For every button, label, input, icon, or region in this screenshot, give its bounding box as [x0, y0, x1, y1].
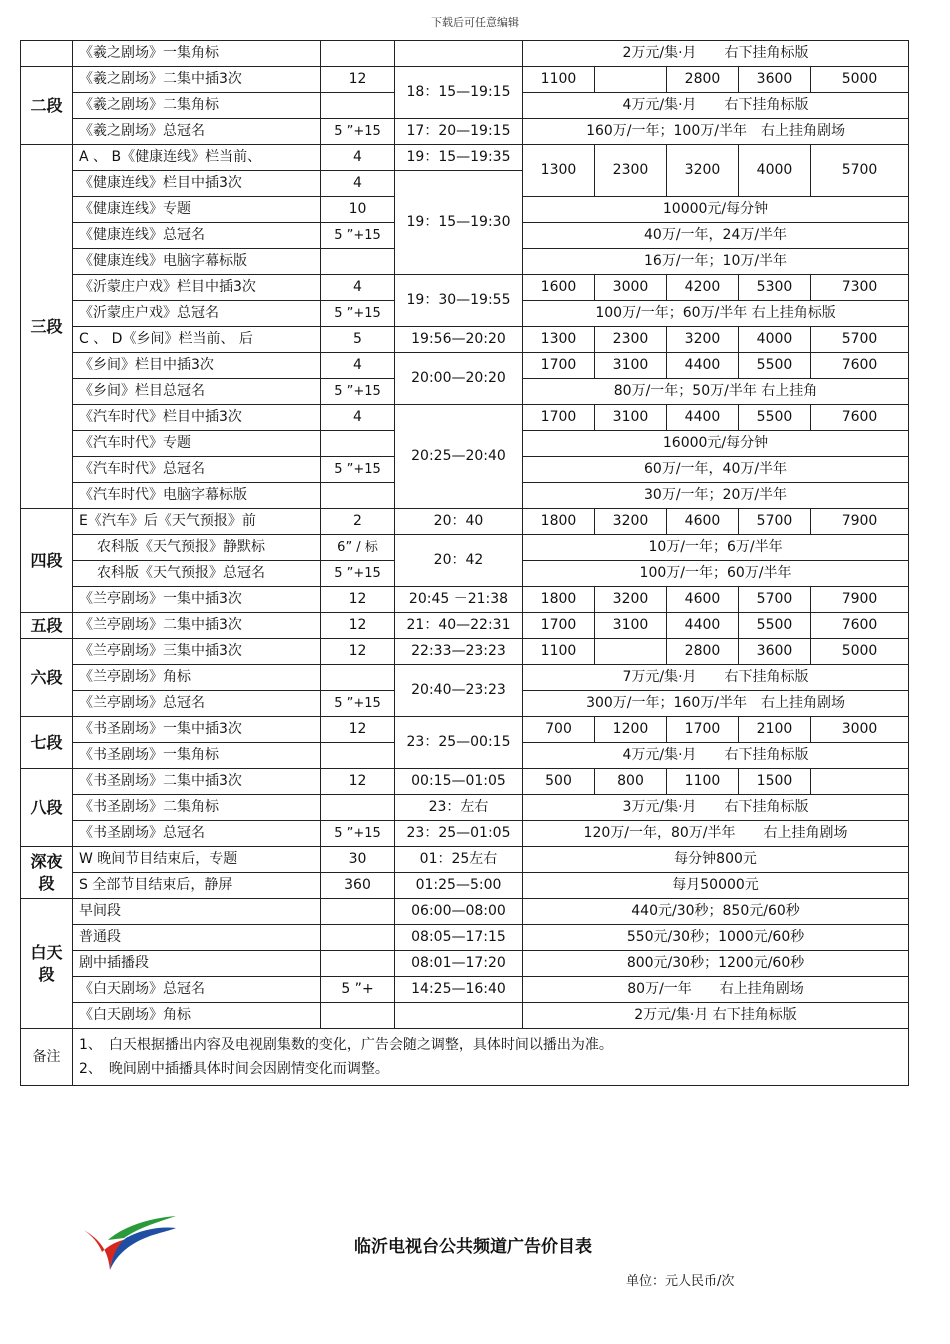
price-merged-cell: 10000元/每分钟 — [523, 197, 909, 223]
price-merged-cell: 550元/30秒；1000元/60秒 — [523, 925, 909, 951]
price-cell: 4400 — [667, 353, 739, 379]
price-cell: 5500 — [739, 613, 811, 639]
segment-cell: 三段 — [21, 145, 73, 509]
price-cell: 1100 — [667, 769, 739, 795]
program-cell: 《乡间》栏目中插3次 — [73, 353, 321, 379]
price-cell: 1700 — [523, 405, 595, 431]
time-cell: 23：25—01:05 — [395, 821, 523, 847]
price-cell: 1700 — [523, 613, 595, 639]
price-merged-cell: 80万/一年；50万/半年 右上挂角 — [523, 379, 909, 405]
program-cell: 《汽车时代》电脑字幕标版 — [73, 483, 321, 509]
price-merged-cell: 100万/一年；60万/半年 — [523, 561, 909, 587]
table-row — [21, 1003, 909, 1029]
table-row — [21, 41, 909, 67]
count-cell: 5 ”+15 — [321, 561, 395, 587]
price-cell — [595, 67, 667, 93]
count-cell: 4 — [321, 145, 395, 171]
table-row — [21, 613, 909, 639]
table-row — [21, 977, 909, 1003]
table-row — [21, 145, 909, 171]
price-cell: 2300 — [595, 327, 667, 353]
price-merged-cell: 4万元/集·月 右下挂角标版 — [523, 93, 909, 119]
count-cell: 5 ”+15 — [321, 379, 395, 405]
price-merged-cell: 120万/一年，80万/半年 右上挂角剧场 — [523, 821, 909, 847]
price-cell: 3200 — [667, 145, 739, 197]
price-merged-cell: 16000元/每分钟 — [523, 431, 909, 457]
program-cell: 《汽车时代》栏目中插3次 — [73, 405, 321, 431]
table-row — [21, 275, 909, 301]
table-row — [21, 509, 909, 535]
price-merged-cell: 3万元/集·月 右下挂角标版 — [523, 795, 909, 821]
time-cell — [395, 41, 523, 67]
count-cell: 2 — [321, 509, 395, 535]
price-cell: 1500 — [739, 769, 811, 795]
time-cell: 00:15—01:05 — [395, 769, 523, 795]
price-merged-cell: 800元/30秒；1200元/60秒 — [523, 951, 909, 977]
price-cell: 4600 — [667, 509, 739, 535]
program-cell: 《健康连线》总冠名 — [73, 223, 321, 249]
count-cell — [321, 795, 395, 821]
price-cell: 1800 — [523, 509, 595, 535]
price-cell: 4400 — [667, 613, 739, 639]
count-cell: 10 — [321, 197, 395, 223]
table-row — [21, 951, 909, 977]
price-cell: 3000 — [595, 275, 667, 301]
table-row — [21, 899, 909, 925]
segment-cell: 二段 — [21, 67, 73, 145]
program-cell: 《兰亭剧场》三集中插3次 — [73, 639, 321, 665]
price-cell: 3100 — [595, 405, 667, 431]
price-cell: 7600 — [811, 405, 909, 431]
program-cell: 《兰亭剧场》一集中插3次 — [73, 587, 321, 613]
table-row — [21, 119, 909, 145]
notes-content — [73, 1029, 909, 1086]
program-cell: 《书圣剧场》总冠名 — [73, 821, 321, 847]
count-cell: 5 ”+ — [321, 977, 395, 1003]
table-row — [21, 847, 909, 873]
count-cell: 30 — [321, 847, 395, 873]
program-cell: 《汽车时代》总冠名 — [73, 457, 321, 483]
time-cell: 18：15—19:15 — [395, 67, 523, 119]
price-merged-cell: 16万/一年；10万/半年 — [523, 249, 909, 275]
count-cell — [321, 951, 395, 977]
time-cell: 20：40 — [395, 509, 523, 535]
count-cell — [321, 431, 395, 457]
time-cell: 19：15—19:30 — [395, 171, 523, 275]
program-cell: 《书圣剧场》二集角标 — [73, 795, 321, 821]
segment-cell: 白天段 — [21, 899, 73, 1029]
price-merged-cell: 每月50000元 — [523, 873, 909, 899]
program-cell: 《羲之剧场》总冠名 — [73, 119, 321, 145]
time-cell: 08:01—17:20 — [395, 951, 523, 977]
segment-cell: 七段 — [21, 717, 73, 769]
price-merged-cell: 10万/一年；6万/半年 — [523, 535, 909, 561]
price-merged-cell: 160万/一年；100万/半年 右上挂角剧场 — [523, 119, 909, 145]
time-cell: 19:56—20:20 — [395, 327, 523, 353]
price-cell: 3200 — [667, 327, 739, 353]
price-cell: 1600 — [523, 275, 595, 301]
count-cell — [321, 925, 395, 951]
price-cell: 2100 — [739, 717, 811, 743]
count-cell: 12 — [321, 639, 395, 665]
price-cell: 7900 — [811, 509, 909, 535]
table-row — [21, 873, 909, 899]
price-cell: 3200 — [595, 587, 667, 613]
count-cell: 4 — [321, 353, 395, 379]
price-cell: 1200 — [595, 717, 667, 743]
time-cell: 01：25左右 — [395, 847, 523, 873]
price-merged-cell: 2万元/集·月 右下挂角标版 — [523, 1003, 909, 1029]
table-row — [21, 925, 909, 951]
price-cell: 5700 — [739, 509, 811, 535]
program-cell: 《兰亭剧场》总冠名 — [73, 691, 321, 717]
count-cell: 5 ”+15 — [321, 691, 395, 717]
price-cell: 5500 — [739, 353, 811, 379]
program-cell: 《汽车时代》专题 — [73, 431, 321, 457]
time-cell: 23：左右 — [395, 795, 523, 821]
table-row — [21, 821, 909, 847]
count-cell: 12 — [321, 717, 395, 743]
segment-cell: 四段 — [21, 509, 73, 613]
program-cell: 《沂蒙庄户戏》栏目中插3次 — [73, 275, 321, 301]
program-cell: 早间段 — [73, 899, 321, 925]
program-cell: 农科版《天气预报》总冠名 — [73, 561, 321, 587]
time-cell: 20:25—20:40 — [395, 405, 523, 509]
price-cell: 2800 — [667, 67, 739, 93]
price-cell: 5700 — [739, 587, 811, 613]
count-cell: 12 — [321, 587, 395, 613]
notes-label: 备注 — [21, 1029, 73, 1086]
price-cell: 1700 — [667, 717, 739, 743]
price-cell: 5300 — [739, 275, 811, 301]
segment-cell — [21, 41, 73, 67]
program-cell: 《乡间》栏目总冠名 — [73, 379, 321, 405]
count-cell: 12 — [321, 769, 395, 795]
price-cell: 5000 — [811, 639, 909, 665]
note-line: 2、 晚间剧中插播具体时间会因剧情变化而调整。 — [79, 1061, 389, 1077]
table-row — [21, 353, 909, 379]
table-row — [21, 639, 909, 665]
price-cell: 1300 — [523, 327, 595, 353]
time-cell: 20:00—20:20 — [395, 353, 523, 405]
time-cell: 23：25—00:15 — [395, 717, 523, 769]
time-cell: 20:45 －21:38 — [395, 587, 523, 613]
segment-cell: 深夜段 — [21, 847, 73, 899]
program-cell: W 晚间节目结束后，专题 — [73, 847, 321, 873]
price-cell: 1300 — [523, 145, 595, 197]
program-cell: 《白天剧场》角标 — [73, 1003, 321, 1029]
time-cell: 14:25—16:40 — [395, 977, 523, 1003]
table-row — [21, 665, 909, 691]
program-cell: 《羲之剧场》二集中插3次 — [73, 67, 321, 93]
count-cell — [321, 899, 395, 925]
count-cell: 360 — [321, 873, 395, 899]
program-cell: 《健康连线》电脑字幕标版 — [73, 249, 321, 275]
price-merged-cell: 440元/30秒；850元/60秒 — [523, 899, 909, 925]
price-cell: 7300 — [811, 275, 909, 301]
time-cell: 20：42 — [395, 535, 523, 587]
program-cell: 《羲之剧场》二集角标 — [73, 93, 321, 119]
watermark-text: 下载后可任意编辑 — [431, 16, 519, 29]
table-row — [21, 535, 909, 561]
program-cell: 《书圣剧场》一集中插3次 — [73, 717, 321, 743]
segment-cell: 六段 — [21, 639, 73, 717]
count-cell: 4 — [321, 171, 395, 197]
count-cell — [321, 743, 395, 769]
page-title: 临沂电视台公共频道广告价目表 — [354, 1237, 592, 1257]
time-cell: 20:40—23:23 — [395, 665, 523, 717]
notes-row — [21, 1029, 909, 1086]
price-cell: 3000 — [811, 717, 909, 743]
program-cell: 《健康连线》专题 — [73, 197, 321, 223]
price-cell: 4000 — [739, 145, 811, 197]
station-logo — [80, 1210, 180, 1280]
price-cell: 5700 — [811, 327, 909, 353]
program-cell: 剧中插播段 — [73, 951, 321, 977]
count-cell — [321, 483, 395, 509]
price-cell: 5500 — [739, 405, 811, 431]
price-cell: 4200 — [667, 275, 739, 301]
time-cell: 17：20—19:15 — [395, 119, 523, 145]
count-cell — [321, 41, 395, 67]
unit-label: 单位：元人民币/次 — [626, 1274, 735, 1289]
count-cell: 12 — [321, 613, 395, 639]
time-cell: 19：30—19:55 — [395, 275, 523, 327]
table-row — [21, 67, 909, 93]
time-cell — [395, 1003, 523, 1029]
count-cell: 12 — [321, 67, 395, 93]
price-cell: 3100 — [595, 353, 667, 379]
count-cell: 5 ”+15 — [321, 457, 395, 483]
count-cell — [321, 249, 395, 275]
table-row — [21, 717, 909, 743]
count-cell: 6” / 标 — [321, 535, 395, 561]
count-cell: 4 — [321, 275, 395, 301]
count-cell: 5 ”+15 — [321, 119, 395, 145]
price-cell: 3200 — [595, 509, 667, 535]
program-cell: 《兰亭剧场》角标 — [73, 665, 321, 691]
program-cell: C 、 D《乡间》栏当前、 后 — [73, 327, 321, 353]
program-cell: 《书圣剧场》一集角标 — [73, 743, 321, 769]
time-cell: 19：15—19:35 — [395, 145, 523, 171]
price-cell: 7900 — [811, 587, 909, 613]
table-row — [21, 405, 909, 431]
program-cell: 《书圣剧场》二集中插3次 — [73, 769, 321, 795]
price-cell: 1700 — [523, 353, 595, 379]
price-cell: 4400 — [667, 405, 739, 431]
program-cell: 《兰亭剧场》二集中插3次 — [73, 613, 321, 639]
price-cell: 3600 — [739, 67, 811, 93]
program-cell: 《白天剧场》总冠名 — [73, 977, 321, 1003]
program-cell: 《沂蒙庄户戏》总冠名 — [73, 301, 321, 327]
program-cell: 《羲之剧场》一集角标 — [73, 41, 321, 67]
price-merged-cell: 7万元/集·月 右下挂角标版 — [523, 665, 909, 691]
price-cell: 800 — [595, 769, 667, 795]
time-cell: 01:25—5:00 — [395, 873, 523, 899]
program-cell: 普通段 — [73, 925, 321, 951]
count-cell — [321, 665, 395, 691]
price-cell: 1100 — [523, 67, 595, 93]
count-cell — [321, 1003, 395, 1029]
price-cell: 3600 — [739, 639, 811, 665]
price-cell: 1800 — [523, 587, 595, 613]
time-cell: 21：40—22:31 — [395, 613, 523, 639]
count-cell: 5 — [321, 327, 395, 353]
price-cell: 1100 — [523, 639, 595, 665]
count-cell: 5 ”+15 — [321, 301, 395, 327]
price-cell: 7600 — [811, 353, 909, 379]
price-cell: 2300 — [595, 145, 667, 197]
price-cell: 700 — [523, 717, 595, 743]
price-merged-cell: 300万/一年；160万/半年 右上挂角剧场 — [523, 691, 909, 717]
count-cell: 4 — [321, 405, 395, 431]
count-cell — [321, 93, 395, 119]
rate-table — [20, 40, 909, 1086]
price-cell: 2800 — [667, 639, 739, 665]
table-row — [21, 587, 909, 613]
count-cell: 5 ”+15 — [321, 223, 395, 249]
table-row — [21, 795, 909, 821]
price-merged-cell: 30万/一年；20万/半年 — [523, 483, 909, 509]
price-cell: 4000 — [739, 327, 811, 353]
time-cell: 06:00—08:00 — [395, 899, 523, 925]
program-cell: A 、 B《健康连线》栏当前、 — [73, 145, 321, 171]
segment-cell: 五段 — [21, 613, 73, 639]
program-cell: 农科版《天气预报》静默标 — [73, 535, 321, 561]
price-cell: 500 — [523, 769, 595, 795]
price-cell: 4600 — [667, 587, 739, 613]
time-cell: 08:05—17:15 — [395, 925, 523, 951]
price-merged-cell: 60万/一年，40万/半年 — [523, 457, 909, 483]
price-merged-cell: 每分钟800元 — [523, 847, 909, 873]
price-cell: 7600 — [811, 613, 909, 639]
note-line: 1、 白天根据播出内容及电视剧集数的变化，广告会随之调整，具体时间以播出为准。 — [79, 1037, 613, 1053]
program-cell: 《健康连线》栏目中插3次 — [73, 171, 321, 197]
price-merged-cell: 100万/一年；60万/半年 右上挂角标版 — [523, 301, 909, 327]
price-merged-cell: 4万元/集·月 右下挂角标版 — [523, 743, 909, 769]
price-cell — [595, 639, 667, 665]
price-cell: 5700 — [811, 145, 909, 197]
program-cell: S 全部节目结束后，静屏 — [73, 873, 321, 899]
table-row — [21, 327, 909, 353]
program-cell: E《汽车》后《天气预报》前 — [73, 509, 321, 535]
time-cell: 22:33—23:23 — [395, 639, 523, 665]
price-merged-cell: 80万/一年 右上挂角剧场 — [523, 977, 909, 1003]
price-cell — [811, 769, 909, 795]
price-merged-cell: 2万元/集·月 右下挂角标版 — [523, 41, 909, 67]
segment-cell: 八段 — [21, 769, 73, 847]
price-cell: 3100 — [595, 613, 667, 639]
count-cell: 5 ”+15 — [321, 821, 395, 847]
price-cell: 5000 — [811, 67, 909, 93]
price-merged-cell: 40万/一年，24万/半年 — [523, 223, 909, 249]
table-row — [21, 769, 909, 795]
